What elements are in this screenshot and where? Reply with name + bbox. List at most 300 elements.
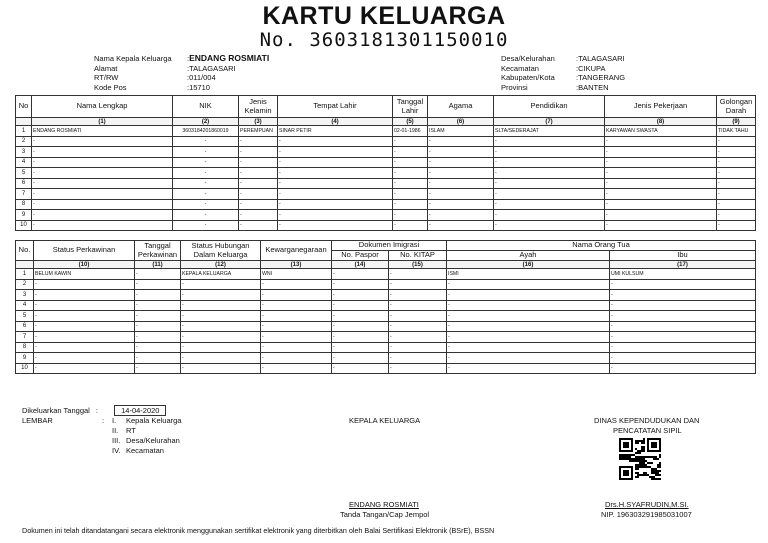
table1-cell: -: [494, 220, 605, 231]
table1-cell: -: [239, 147, 278, 158]
header-left-info: [94, 54, 269, 92]
table1-cell: -: [717, 157, 756, 168]
table1-cell: -: [428, 189, 494, 200]
lembar-list: [112, 416, 181, 456]
table2-cell: -: [447, 363, 610, 374]
col-header-status-hubungan: Status Hubungan Dalam Keluarga: [181, 241, 261, 261]
table2-col-number: [16, 261, 34, 269]
table1-col-number: (8): [605, 118, 717, 126]
lembar-item-number: I.: [112, 416, 117, 425]
table2-cell: -: [181, 300, 261, 311]
table2-cell: -: [261, 332, 332, 343]
table2-col-number: (13): [261, 261, 332, 269]
header-left-colon: :: [187, 54, 190, 63]
table1-cell: -: [173, 157, 239, 168]
table1-cell: 3603184201860019: [173, 126, 239, 137]
header-left-label: Alamat: [94, 63, 118, 73]
table2-cell: -: [135, 269, 181, 280]
table1-col-number: (5): [393, 118, 428, 126]
lembar-item-text: Kepala Keluarga: [126, 416, 182, 425]
table2-cell: -: [447, 321, 610, 332]
table2-cell: -: [389, 321, 447, 332]
table2-cell: -: [332, 321, 389, 332]
table2-cell: -: [181, 279, 261, 290]
table1-cell: 8: [16, 199, 32, 210]
lembar-item-text: Kecamatan: [126, 446, 164, 455]
table2-row: [16, 332, 756, 343]
table2-row: [16, 290, 756, 301]
table2-cell: UMI KULSUM: [610, 269, 756, 280]
col-header-ibu: Ibu: [610, 251, 756, 261]
table2-col-number: (10): [34, 261, 135, 269]
table2-cell: -: [389, 269, 447, 280]
document-title: KARTU KELUARGA: [262, 2, 506, 30]
table1-row: [16, 147, 756, 158]
header-left-colon: :: [187, 73, 190, 82]
dinas-title-line1: DINAS KEPENDUDUKAN DAN: [594, 416, 700, 425]
table1-col-header: NIK: [173, 96, 239, 118]
table1-col-number: (9): [717, 118, 756, 126]
table1-col-header: Tanggal Lahir: [393, 96, 428, 118]
table1-cell: -: [173, 136, 239, 147]
table1-cell: -: [278, 147, 393, 158]
table1-cell: -: [393, 210, 428, 221]
table2-cell: -: [389, 290, 447, 301]
table2-cell: -: [447, 300, 610, 311]
table2-col-number: (15): [389, 261, 447, 269]
table2-cell: -: [447, 311, 610, 322]
table1-cell: -: [278, 199, 393, 210]
table1-col-header: Nama Lengkap: [32, 96, 173, 118]
table1-cell: SINAR PETIR: [278, 126, 393, 137]
table1-cell: KARYAWAN SWASTA: [605, 126, 717, 137]
kepala-keluarga-name: ENDANG ROSMIATI: [349, 500, 419, 509]
table2-cell: -: [181, 311, 261, 322]
table2-cell: -: [332, 279, 389, 290]
dinas-official-nip: NIP. 196303291985031007: [601, 510, 692, 519]
table1-cell: -: [428, 147, 494, 158]
table1-cell: -: [278, 220, 393, 231]
table2-cell: 7: [16, 332, 34, 343]
table1-cell: -: [605, 157, 717, 168]
table2-cell: -: [181, 353, 261, 364]
table1-cell: -: [605, 220, 717, 231]
table1-cell: -: [393, 178, 428, 189]
table1-cell: -: [393, 147, 428, 158]
table2-cell: -: [34, 353, 135, 364]
table2-cell: ISMI: [447, 269, 610, 280]
table1-row: [16, 157, 756, 168]
table2-cell: -: [34, 321, 135, 332]
table2-cell: 5: [16, 311, 34, 322]
table1-cell: -: [278, 189, 393, 200]
table2-col-number: (11): [135, 261, 181, 269]
table1-col-number: (7): [494, 118, 605, 126]
header-left-row: [94, 83, 269, 93]
table2-cell: -: [389, 342, 447, 353]
table1-cell: -: [32, 168, 173, 179]
table2-cell: -: [610, 279, 756, 290]
lembar-item: [112, 446, 181, 456]
header-right-row: [501, 83, 625, 93]
table1-cell: -: [239, 168, 278, 179]
table2-row: [16, 363, 756, 374]
lembar-item-text: RT: [126, 426, 136, 435]
table2-cell: -: [610, 321, 756, 332]
table1-cell: -: [173, 178, 239, 189]
table1-cell: -: [32, 199, 173, 210]
issued-date-block: [22, 405, 166, 416]
issued-label: Dikeluarkan Tanggal: [22, 406, 90, 415]
table2-cell: -: [447, 279, 610, 290]
table2-cell: -: [261, 321, 332, 332]
table1-cell: -: [173, 168, 239, 179]
table1-cell: PEREMPUAN: [239, 126, 278, 137]
table1-cell: -: [494, 147, 605, 158]
table2-cell: 4: [16, 300, 34, 311]
col-header-kewarganegaraan: Kewarganegaraan: [261, 241, 332, 261]
header-left-label: RT/RW: [94, 73, 119, 82]
header-left-colon: :: [187, 82, 190, 92]
table1-cell: -: [605, 168, 717, 179]
table1-cell: 02-01-1986: [393, 126, 428, 137]
table1-cell: -: [428, 136, 494, 147]
col-header-dokumen-imigrasi: Dokumen Imigrasi: [332, 241, 447, 251]
table1-cell: 1: [16, 126, 32, 137]
table1-col-number: (2): [173, 118, 239, 126]
table2-cell: -: [389, 311, 447, 322]
table1-cell: -: [605, 189, 717, 200]
family-status-table: [15, 240, 756, 374]
table2-cell: -: [332, 290, 389, 301]
table1-cell: -: [393, 199, 428, 210]
header-right-label: Provinsi: [501, 82, 528, 92]
table2-cell: -: [447, 290, 610, 301]
table1-cell: -: [32, 147, 173, 158]
table1-cell: -: [239, 157, 278, 168]
table2-cell: -: [261, 290, 332, 301]
table2-cell: -: [332, 332, 389, 343]
table1-cell: -: [717, 178, 756, 189]
table2-cell: 9: [16, 353, 34, 364]
lembar-colon: :: [102, 416, 105, 425]
table1-cell: SLTA/SEDERAJAT: [494, 126, 605, 137]
header-right-row: [501, 54, 625, 64]
table1-cell: -: [428, 220, 494, 231]
table1-cell: -: [605, 147, 717, 158]
table2-row: [16, 311, 756, 322]
table2-cell: WNI: [261, 269, 332, 280]
table1-cell: -: [239, 210, 278, 221]
table2-cell: -: [389, 300, 447, 311]
table2-cell: -: [332, 342, 389, 353]
lembar-label: LEMBAR: [22, 416, 53, 425]
kepala-keluarga-signature-caption: Tanda Tangan/Cap Jempol: [340, 510, 430, 519]
table1-col-header: Golongan Darah: [717, 96, 756, 118]
col-header-tanggal-perkawinan: Tanggal Perkawinan: [135, 241, 181, 261]
table2-cell: -: [332, 269, 389, 280]
table1-cell: 4: [16, 157, 32, 168]
table2-cell: -: [332, 363, 389, 374]
table2-cell: -: [34, 311, 135, 322]
table2-cell: -: [610, 342, 756, 353]
table1-col-header: Jenis Pekerjaan: [605, 96, 717, 118]
table2-cell: KEPALA KELUARGA: [181, 269, 261, 280]
table1-cell: -: [494, 189, 605, 200]
table1-row: [16, 136, 756, 147]
table2-cell: -: [135, 300, 181, 311]
table2-cell: -: [135, 279, 181, 290]
header-right-colon: :: [576, 63, 579, 73]
table1-cell: ENDANG ROSMIATI: [32, 126, 173, 137]
table1-cell: -: [605, 178, 717, 189]
lembar-item-number: II.: [112, 426, 119, 435]
table1-row: [16, 210, 756, 221]
table1-cell: -: [239, 136, 278, 147]
header-left-value: 011/004: [189, 73, 216, 82]
table2-cell: -: [135, 311, 181, 322]
table1-cell: 2: [16, 136, 32, 147]
table2-cell: -: [389, 279, 447, 290]
table1-row: [16, 189, 756, 200]
col-header-no-kitap: No. KITAP: [389, 251, 447, 261]
table1-col-number: (4): [278, 118, 393, 126]
header-left-value: TALAGASARI: [189, 63, 236, 73]
table2-cell: 2: [16, 279, 34, 290]
table2-cell: -: [34, 290, 135, 301]
table1-cell: 5: [16, 168, 32, 179]
table2-cell: -: [332, 353, 389, 364]
table1-row: [16, 168, 756, 179]
table1-row: [16, 178, 756, 189]
table1-cell: -: [717, 136, 756, 147]
header-left-value: 15710: [189, 82, 210, 92]
table2-cell: -: [610, 290, 756, 301]
issued-date: 14-04-2020: [114, 405, 166, 416]
table1-cell: -: [605, 199, 717, 210]
table2-cell: -: [447, 342, 610, 353]
table2-cell: -: [34, 300, 135, 311]
table2-cell: -: [261, 342, 332, 353]
lembar-item-number: IV.: [112, 446, 121, 455]
table1-row: [16, 199, 756, 210]
header-right-row: [501, 73, 625, 83]
table2-cell: -: [135, 321, 181, 332]
table1-cell: -: [717, 210, 756, 221]
table2-cell: -: [135, 332, 181, 343]
table2-row: [16, 342, 756, 353]
header-right-colon: :: [576, 82, 579, 92]
header-left-label: Nama Kepala Keluarga: [94, 54, 172, 63]
table1-cell: -: [393, 157, 428, 168]
table1-cell: -: [278, 157, 393, 168]
table2-cell: -: [389, 332, 447, 343]
table2-number-row: [16, 261, 756, 269]
table2-cell: -: [135, 342, 181, 353]
table1-cell: -: [239, 199, 278, 210]
header-left-label: Kode Pos: [94, 82, 127, 92]
table2-cell: -: [261, 300, 332, 311]
table1-cell: -: [278, 210, 393, 221]
table1-col-number: (1): [32, 118, 173, 126]
table1-col-number: (6): [428, 118, 494, 126]
qr-code-icon: [619, 438, 661, 480]
lembar-item: [112, 416, 181, 426]
header-right-value: CIKUPA: [578, 63, 606, 73]
table1-cell: -: [428, 210, 494, 221]
table2-cell: -: [181, 290, 261, 301]
table2-row: [16, 279, 756, 290]
table1-row: [16, 126, 756, 137]
table2-cell: -: [181, 363, 261, 374]
table2-cell: -: [447, 332, 610, 343]
table1-cell: -: [428, 168, 494, 179]
table2-cell: 1: [16, 269, 34, 280]
table1-header-row: [16, 96, 756, 118]
table1-cell: -: [428, 157, 494, 168]
table1-cell: -: [32, 178, 173, 189]
header-right-label: Desa/Kelurahan: [501, 54, 555, 63]
table2-cell: -: [135, 353, 181, 364]
table2-cell: -: [34, 279, 135, 290]
table1-cell: -: [239, 220, 278, 231]
header-right-colon: :: [576, 73, 579, 82]
table2-cell: -: [135, 363, 181, 374]
table1-cell: -: [494, 136, 605, 147]
table1-cell: -: [32, 136, 173, 147]
table1-cell: -: [494, 178, 605, 189]
table2-col-number: (17): [610, 261, 756, 269]
table2-cell: -: [261, 311, 332, 322]
table2-cell: 6: [16, 321, 34, 332]
lembar-item-number: III.: [112, 436, 121, 445]
table1-cell: -: [278, 178, 393, 189]
table1-cell: ISLAM: [428, 126, 494, 137]
table2-cell: -: [610, 353, 756, 364]
table2-cell: -: [261, 279, 332, 290]
table2-cell: -: [181, 332, 261, 343]
table1-col-number: [16, 118, 32, 126]
table2-cell: -: [135, 290, 181, 301]
table1-cell: 3: [16, 147, 32, 158]
table1-cell: -: [717, 147, 756, 158]
table1-cell: -: [393, 220, 428, 231]
table1-col-header: Agama: [428, 96, 494, 118]
table2-col-number: (16): [447, 261, 610, 269]
table2-row: [16, 300, 756, 311]
table2-cell: -: [261, 363, 332, 374]
header-right-label: Kabupaten/Kota: [501, 73, 555, 82]
table1-cell: 10: [16, 220, 32, 231]
table1-cell: -: [393, 168, 428, 179]
col-header-status-perkawinan: Status Perkawinan: [34, 241, 135, 261]
table2-col-number: (12): [181, 261, 261, 269]
col-header-no: No.: [16, 241, 34, 261]
header-right-row: [501, 64, 625, 74]
table1-cell: -: [717, 220, 756, 231]
col-header-no-paspor: No. Paspor: [332, 251, 389, 261]
header-left-row: [94, 73, 269, 83]
table1-cell: -: [32, 220, 173, 231]
table2-cell: -: [34, 363, 135, 374]
table1-cell: -: [173, 220, 239, 231]
table1-col-header: Pendidikan: [494, 96, 605, 118]
header-right-value: TANGERANG: [578, 73, 626, 82]
table1-cell: -: [32, 157, 173, 168]
table1-col-header: Tempat Lahir: [278, 96, 393, 118]
header-left-row: [94, 54, 269, 64]
table2-row: [16, 269, 756, 280]
table1-cell: -: [393, 189, 428, 200]
table1-cell: 9: [16, 210, 32, 221]
table1-number-row: [16, 118, 756, 126]
table2-cell: -: [332, 311, 389, 322]
table2-cell: -: [261, 353, 332, 364]
table1-cell: -: [494, 157, 605, 168]
header-right-value: TALAGASARI: [578, 54, 625, 63]
table2-cell: -: [181, 321, 261, 332]
header-right-value: BANTEN: [578, 82, 609, 92]
table1-cell: -: [393, 136, 428, 147]
header-right-label: Kecamatan: [501, 63, 539, 73]
table1-cell: -: [717, 189, 756, 200]
table1-cell: -: [494, 168, 605, 179]
table2-cell: -: [181, 342, 261, 353]
table2-cell: -: [389, 353, 447, 364]
table1-cell: -: [717, 199, 756, 210]
col-header-ayah: Ayah: [447, 251, 610, 261]
dinas-title-line2: PENCATATAN SIPIL: [613, 426, 682, 435]
table1-cell: -: [428, 178, 494, 189]
header-left-colon: :: [187, 63, 190, 73]
lembar-item-text: Desa/Kelurahan: [126, 436, 180, 445]
table2-cell: -: [447, 353, 610, 364]
table1-cell: -: [494, 210, 605, 221]
kk-number: No. 3603181301150010: [259, 29, 509, 51]
table1-cell: 6: [16, 178, 32, 189]
table1-cell: -: [32, 189, 173, 200]
table1-cell: -: [173, 210, 239, 221]
table1-cell: -: [428, 199, 494, 210]
table2-cell: -: [610, 300, 756, 311]
dinas-official-name: Drs.H.SYAFRUDIN,M.SI.: [605, 500, 689, 509]
table1-cell: -: [173, 199, 239, 210]
table1-cell: -: [173, 189, 239, 200]
header-right-info: [501, 54, 625, 92]
table2-cell: 10: [16, 363, 34, 374]
col-header-nama-orang-tua: Nama Orang Tua: [447, 241, 756, 251]
electronic-signature-note: Dokumen ini telah ditandatangani secara elektronik menggunakan sertifikat elektronik yang diterbitkan oleh Balai Sertifikasi Elektronik (BSrE), BSSN: [22, 526, 495, 535]
header-left-value: ENDANG ROSMIATI: [189, 53, 270, 63]
table1-col-number: (3): [239, 118, 278, 126]
table1-cell: -: [32, 210, 173, 221]
lembar-item: [112, 426, 181, 436]
kepala-keluarga-title: KEPALA KELUARGA: [349, 416, 421, 425]
table1-cell: -: [278, 136, 393, 147]
table1-cell: TIDAK TAHU: [717, 126, 756, 137]
table2-row: [16, 353, 756, 364]
table1-cell: -: [605, 136, 717, 147]
table2-cell: 8: [16, 342, 34, 353]
table1-cell: -: [278, 168, 393, 179]
table1-cell: -: [605, 210, 717, 221]
table1-col-header: No: [16, 96, 32, 118]
table2-cell: 3: [16, 290, 34, 301]
table1-row: [16, 220, 756, 231]
table1-cell: 7: [16, 189, 32, 200]
table2-cell: -: [34, 332, 135, 343]
table2-col-number: (14): [332, 261, 389, 269]
